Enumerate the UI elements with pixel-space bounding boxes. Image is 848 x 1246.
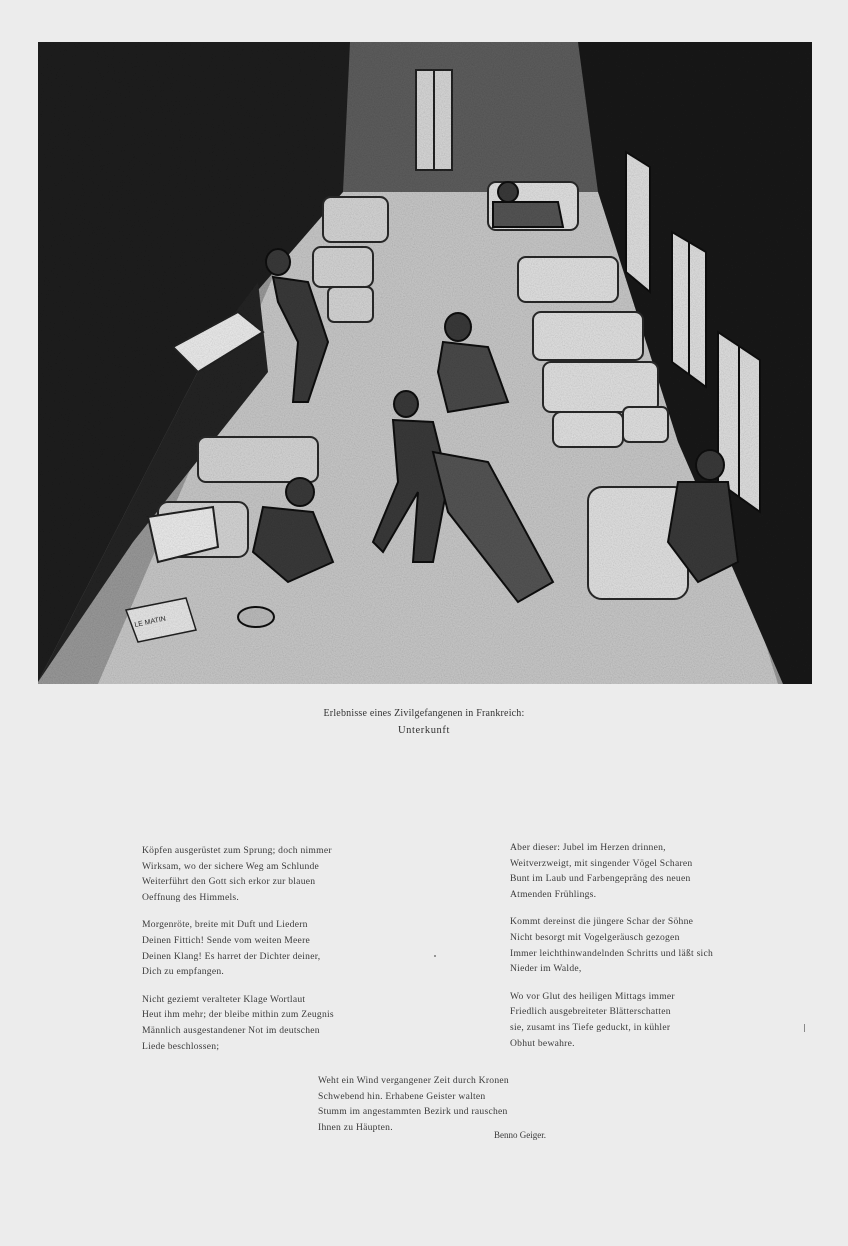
stanza: [318, 1073, 509, 1135]
poem-right-column: [510, 840, 713, 1063]
poem-line: Weiterführt den Gott sich erkor zur blauen: [142, 876, 316, 888]
caption-title: Unterkunft: [397, 725, 451, 736]
poem-line: Weht ein Wind vergangener Zeit durch Kronen: [318, 1075, 509, 1086]
poem-line: Atmenden Frühlings.: [510, 888, 597, 900]
dormitory-scene-image: [38, 42, 812, 684]
stanza: [510, 914, 713, 976]
author-signature: Benno Geiger.: [494, 1130, 546, 1140]
poem-line: Schwebend hin. Erhabene Geister walten: [318, 1090, 486, 1102]
poem-line: Kommt dereinst die jüngere Schar der Söhne: [510, 916, 694, 928]
poem-line: Männlich ausgestandener Not im deutschen: [142, 1024, 320, 1036]
poem-line: Morgenröte, breite mit Duft und Liedern: [142, 919, 308, 931]
poem-line: Oeffnung des Himmels.: [142, 891, 239, 903]
poem-left-column: [142, 843, 334, 1066]
poem-line: Dich zu empfangen.: [142, 966, 225, 978]
lithograph-illustration: [38, 42, 812, 684]
poem-line: Bunt im Laub und Farbengepräng des neuen: [510, 873, 691, 885]
poem-line: Deinen Klang! Es harret der Dichter deiner,: [142, 950, 321, 962]
poem-line: sie, zusamt ins Tiefe geduckt, in kühler: [510, 1021, 671, 1033]
stanza: [510, 840, 713, 902]
newspaper-label: LE MATIN: [133, 615, 167, 629]
stanza: [142, 917, 334, 979]
stanza: [142, 843, 334, 905]
caption-subtitle: Erlebnisse eines Zivilgefangenen in Frankreich:: [323, 708, 525, 719]
print-speck: [434, 955, 436, 957]
poem-line: Obhut bewahre.: [510, 1037, 575, 1049]
stanza: [510, 989, 713, 1051]
poem-line: Wo vor Glut des heiligen Mittags immer: [510, 990, 675, 1002]
poem-line: Deinen Fittich! Sende vom weiten Meere: [142, 934, 311, 946]
poem-line: Liede beschlossen;: [142, 1040, 220, 1052]
poem-line: Nicht geziemt veralteter Klage Wortlaut: [142, 993, 306, 1005]
poem-line: Köpfen ausgerüstet zum Sprung; doch nimmer: [142, 845, 332, 856]
poem-line: Nicht besorgt mit Vogelgeräusch gezogen: [510, 931, 680, 943]
poem-line: Weitverzweigt, mit singender Vögel Scharen: [510, 857, 693, 869]
poem-center-column: [318, 1073, 509, 1147]
poem-line: Aber dieser: Jubel im Herzen drinnen,: [510, 842, 666, 853]
stanza: [142, 992, 334, 1054]
poem-line: Nieder im Walde,: [510, 963, 582, 975]
poem-line: Heut ihm mehr; der bleibe mithin zum Zeugnis: [142, 1009, 334, 1021]
poem-line: Wirksam, wo der sichere Weg am Schlunde: [142, 860, 320, 872]
poem-line: Friedlich ausgebreiteter Blätterschatten: [510, 1006, 671, 1018]
print-mark: [804, 1024, 805, 1032]
poem-line: Stumm im angestammten Bezirk und rauschen: [318, 1106, 508, 1118]
poem-line: Immer leichthinwandelnden Schritts und läßt sich: [510, 947, 714, 959]
poem-line: Ihnen zu Häupten.: [318, 1121, 393, 1133]
